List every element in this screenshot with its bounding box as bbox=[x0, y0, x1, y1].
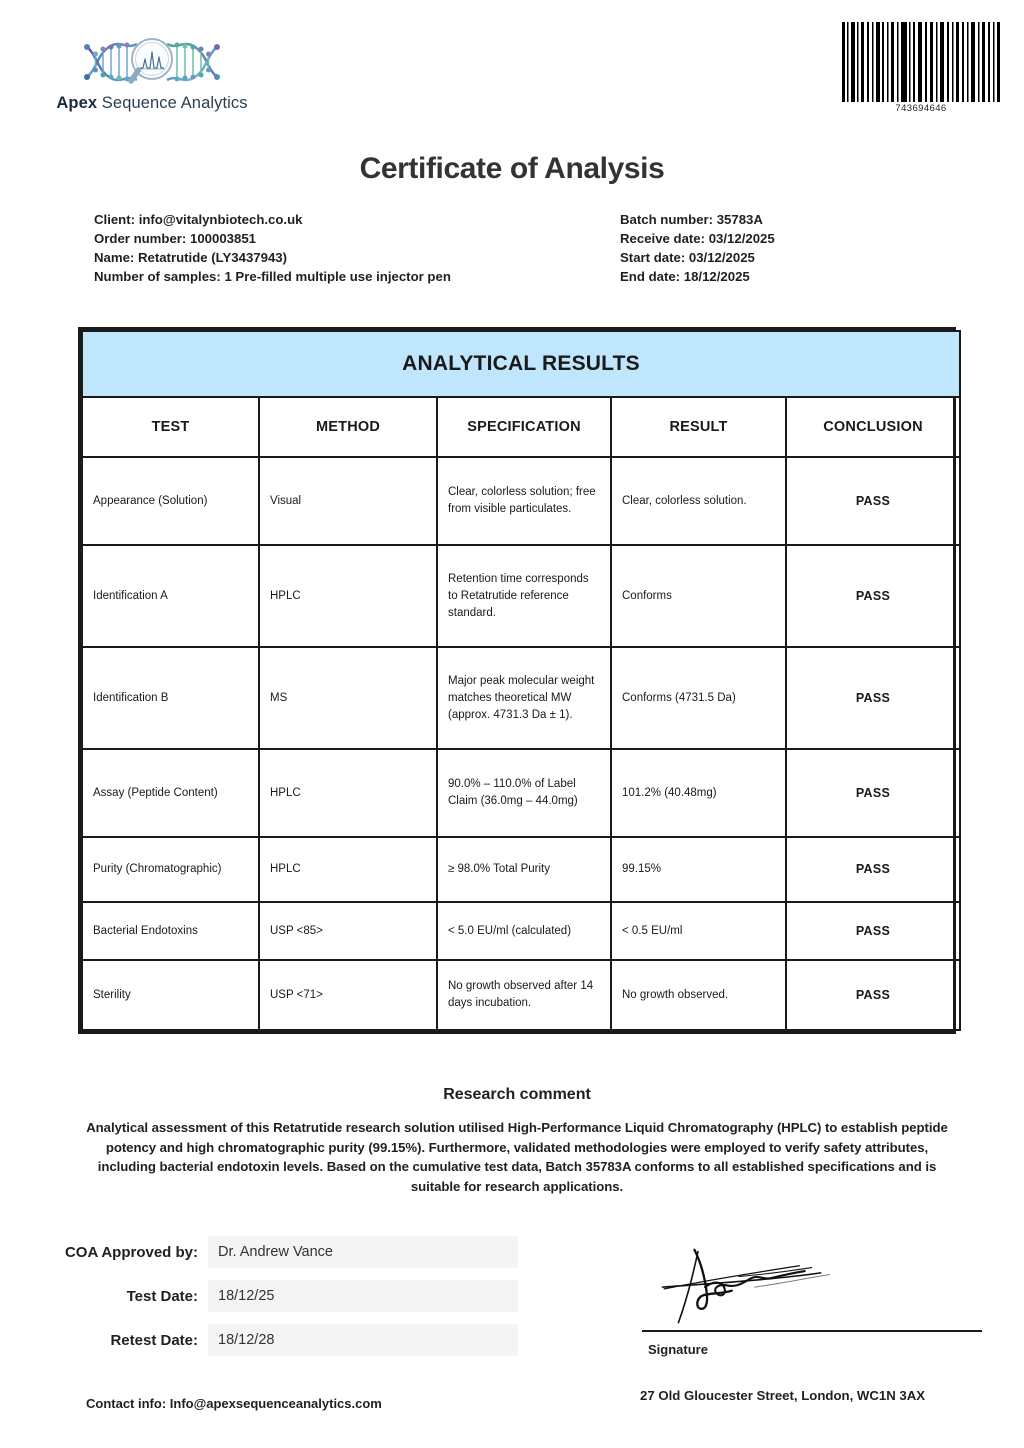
cell-conclusion: PASS bbox=[786, 960, 960, 1030]
research-comment bbox=[80, 1086, 954, 1196]
meta-number-of-samples: Number of samples: 1 Pre-filled multiple use injector pen bbox=[94, 269, 451, 284]
cell-method: USP <85> bbox=[259, 902, 437, 960]
research-comment-body: Analytical assessment of this Retatrutide research solution utilised High-Performance Liquid Chromatography (HPLC) to establish peptide potency and high chromatographic purity (99.15%). Furthermore, validated methodologies were employed to verify safety attributes, including bacterial endotoxin levels. Based on the cumulative test data, Batch 35783A conforms to all established specifications and is suitable for research applications. bbox=[86, 1120, 948, 1194]
cell-test: Identification B bbox=[82, 647, 259, 749]
research-comment-title: Research comment bbox=[443, 1086, 591, 1103]
page-title: Certificate of Analysis bbox=[359, 152, 665, 185]
cell-specification: ≥ 98.0% Total Purity bbox=[437, 837, 611, 902]
brand-logo bbox=[52, 34, 252, 113]
cell-conclusion: PASS bbox=[786, 749, 960, 837]
meta-batch-block bbox=[620, 210, 980, 286]
test-date-field[interactable]: 18/12/25 bbox=[208, 1280, 518, 1312]
cell-specification: Clear, colorless solution; free from visible particulates. bbox=[437, 457, 611, 545]
barcode bbox=[840, 22, 1002, 114]
meta-batch-number: Batch number: 35783A bbox=[620, 212, 763, 227]
column-header-test: TEST bbox=[82, 397, 259, 457]
cell-method: Visual bbox=[259, 457, 437, 545]
cell-specification: Retention time corresponds to Retatrutide reference standard. bbox=[437, 545, 611, 647]
cell-conclusion: PASS bbox=[786, 457, 960, 545]
analytical-results-table bbox=[78, 327, 956, 1034]
signature-block bbox=[642, 1248, 982, 1357]
meta-client-block bbox=[94, 210, 534, 286]
cell-method: USP <71> bbox=[259, 960, 437, 1030]
table-banner-row bbox=[82, 331, 960, 397]
cell-specification: No growth observed after 14 days incubation. bbox=[437, 960, 611, 1030]
footer-contact-info: Contact info: Info@apexsequenceanalytics.com bbox=[86, 1396, 382, 1411]
cell-test: Sterility bbox=[82, 960, 259, 1030]
cell-conclusion: PASS bbox=[786, 647, 960, 749]
test-date-label: Test Date: bbox=[126, 1287, 198, 1305]
test-date-row bbox=[48, 1280, 518, 1312]
cell-test: Bacterial Endotoxins bbox=[82, 902, 259, 960]
approved-by-field[interactable]: Dr. Andrew Vance bbox=[208, 1236, 518, 1268]
signature-rule bbox=[642, 1330, 982, 1332]
meta-receive-date: Receive date: 03/12/2025 bbox=[620, 231, 775, 246]
document-header bbox=[0, 0, 1024, 140]
column-header-specification: SPECIFICATION bbox=[437, 397, 611, 457]
analytical-results-banner: ANALYTICAL RESULTS bbox=[82, 331, 960, 397]
cell-method: HPLC bbox=[259, 545, 437, 647]
cell-result: < 0.5 EU/ml bbox=[611, 902, 786, 960]
meta-order-number: Order number: 100003851 bbox=[94, 231, 256, 246]
retest-date-row bbox=[48, 1324, 518, 1356]
meta-end-date: End date: 18/12/2025 bbox=[620, 269, 750, 284]
cell-method: MS bbox=[259, 647, 437, 749]
table-row bbox=[82, 837, 960, 902]
meta-start-date: Start date: 03/12/2025 bbox=[620, 250, 755, 265]
cell-conclusion: PASS bbox=[786, 837, 960, 902]
cell-test: Appearance (Solution) bbox=[82, 457, 259, 545]
cell-specification: Major peak molecular weight matches theoretical MW (approx. 4731.3 Da ± 1). bbox=[437, 647, 611, 749]
table-row bbox=[82, 902, 960, 960]
cell-specification: 90.0% – 110.0% of Label Claim (36.0mg – 44.0mg) bbox=[437, 749, 611, 837]
table-row bbox=[82, 960, 960, 1030]
brand-wordmark bbox=[52, 94, 252, 113]
footer-address: 27 Old Gloucester Street, London, WC1N 3AX bbox=[640, 1388, 926, 1403]
cell-result: Clear, colorless solution. bbox=[611, 457, 786, 545]
approved-by-row bbox=[48, 1236, 518, 1268]
cell-result: 101.2% (40.48mg) bbox=[611, 749, 786, 837]
retest-date-label: Retest Date: bbox=[110, 1331, 198, 1349]
column-header-method: METHOD bbox=[259, 397, 437, 457]
barcode-icon bbox=[840, 22, 1002, 102]
table-row bbox=[82, 647, 960, 749]
cell-method: HPLC bbox=[259, 837, 437, 902]
brand-name-rest: Sequence Analytics bbox=[97, 94, 248, 112]
dna-magnifier-icon bbox=[67, 34, 237, 90]
meta-client: Client: info@vitalynbiotech.co.uk bbox=[94, 212, 303, 227]
cell-test: Assay (Peptide Content) bbox=[82, 749, 259, 837]
cell-result: Conforms (4731.5 Da) bbox=[611, 647, 786, 749]
cell-specification: < 5.0 EU/ml (calculated) bbox=[437, 902, 611, 960]
cell-test: Purity (Chromatographic) bbox=[82, 837, 259, 902]
table-header-row bbox=[82, 397, 960, 457]
signature-icon bbox=[652, 1248, 872, 1328]
cell-method: HPLC bbox=[259, 749, 437, 837]
cell-result: 99.15% bbox=[611, 837, 786, 902]
column-header-result: RESULT bbox=[611, 397, 786, 457]
cell-conclusion: PASS bbox=[786, 545, 960, 647]
meta-product-name: Name: Retatrutide (LY3437943) bbox=[94, 250, 288, 265]
brand-name-bold: Apex bbox=[56, 94, 98, 112]
table-row bbox=[82, 749, 960, 837]
table-row bbox=[82, 457, 960, 545]
signature-label: Signature bbox=[648, 1342, 708, 1357]
cell-conclusion: PASS bbox=[786, 902, 960, 960]
cell-test: Identification A bbox=[82, 545, 259, 647]
column-header-conclusion: CONCLUSION bbox=[786, 397, 960, 457]
cell-result: Conforms bbox=[611, 545, 786, 647]
retest-date-field[interactable]: 18/12/28 bbox=[208, 1324, 518, 1356]
document-meta bbox=[0, 210, 1024, 302]
table-row bbox=[82, 545, 960, 647]
barcode-number: 743694646 bbox=[895, 103, 947, 114]
approval-block bbox=[48, 1236, 518, 1368]
cell-result: No growth observed. bbox=[611, 960, 786, 1030]
approved-by-label: COA Approved by: bbox=[64, 1243, 198, 1261]
